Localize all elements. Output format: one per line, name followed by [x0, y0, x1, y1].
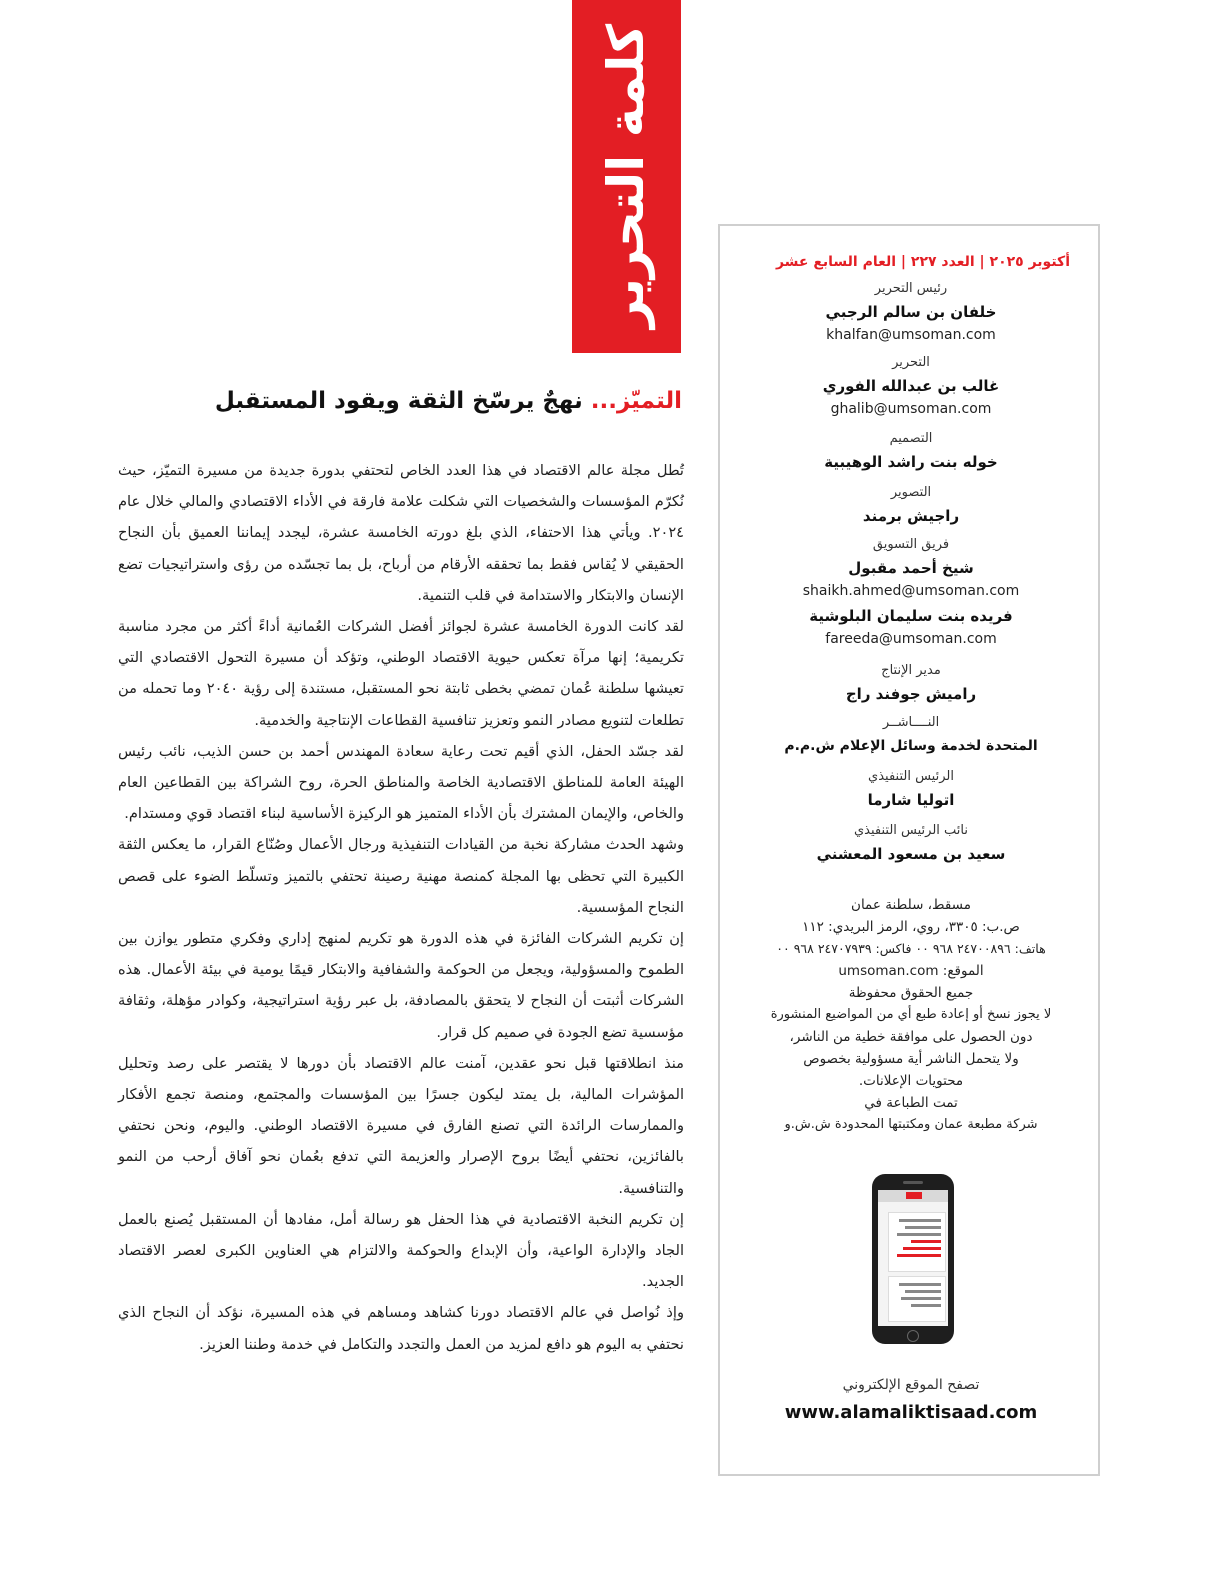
headline-main: نهجٌ يرسّخ الثقة ويقود المستقبل — [214, 388, 591, 414]
phone-message-bubble — [888, 1276, 946, 1322]
staff-role: مدير الإنتاج — [881, 663, 941, 678]
staff-name: راميش جوفند راج — [845, 685, 977, 703]
phone-screen — [878, 1190, 948, 1326]
staff-role: التصميم — [889, 431, 933, 446]
staff-editor-in-chief — [720, 278, 1102, 346]
contact-phones: هاتف: ٢٤٧٠٠٨٩٦ ٩٦٨ ٠٠ فاكس: ٢٤٧٠٧٩٣٩ ٩٦٨ ٠٠ — [776, 941, 1046, 956]
staff-name: غالب بن عبدالله الفوري — [822, 377, 1000, 395]
staff-role: فريق التسويق — [872, 537, 950, 552]
staff-name: خوله بنت راشد الوهيبية — [824, 453, 998, 471]
contact-city: مسقط، سلطنة عمان — [851, 897, 971, 913]
site-url-link[interactable]: www.alamaliktisaad.com — [784, 1402, 1038, 1423]
section-title: كلمة التحرير — [597, 23, 655, 329]
phone-message-bubble — [888, 1212, 946, 1272]
bubble-line — [905, 1290, 941, 1293]
staff-email[interactable]: ghalib@umsoman.com — [830, 401, 992, 417]
article-headline — [120, 388, 682, 414]
section-banner — [572, 0, 681, 353]
article-paragraph: تُطل مجلة عالم الاقتصاد في هذا العدد الخاص لتحتفي بدورة جديدة من مسيرة التميّز، حيث نُكرّم المؤسسات والشخصيات التي شكلت علامة فارقة في الأداء الاقتصادي والمالي خلال عام ٢٠٢٤. ويأتي هذا الاحتفاء، الذي بلغ دورته الخامسة عشرة، ليجدد إيماننا العميق بأن النجاح الحقيقي لا يُقاس فقط بما تحققه الأرقام من أرباح، بل بما تجسّده من رؤى واستراتيجيات تضع الإنسان والابتكار والاستدامة في قلب التنمية. — [118, 462, 684, 604]
staff-ceo — [720, 766, 1102, 812]
bubble-line — [905, 1226, 941, 1229]
staff-role: التصوير — [890, 485, 932, 500]
staff-marketing — [720, 534, 1102, 602]
bubble-line — [911, 1304, 941, 1307]
staff-email[interactable]: shaikh.ahmed@umsoman.com — [802, 583, 1020, 599]
phone-screen-header — [878, 1190, 948, 1202]
article-paragraph: وإذ نُواصل في عالم الاقتصاد دورنا كشاهد ومساهم في هذه المسيرة، نؤكد أن النجاح الذي نحتفي به اليوم هو دافع لمزيد من العمل والتجدد والتكامل في خدمة وطننا العزيز. — [118, 1304, 684, 1353]
staff-production — [720, 660, 1102, 706]
phone-home-button — [907, 1330, 919, 1342]
masthead-box — [718, 224, 1100, 1476]
staff-email[interactable]: khalfan@umsoman.com — [826, 327, 996, 343]
website-label: الموقع: — [942, 963, 984, 979]
printer-name: شركة مطبعة عمان ومكتبتها المحدودة ش.ش.و — [784, 1117, 1038, 1132]
staff-name: اتوليا شارما — [867, 791, 955, 809]
staff-name: المتحدة لخدمة وسائل الإعلام ش.م.م — [784, 738, 1038, 754]
phone-mockup-icon — [872, 1174, 954, 1344]
disclaimer-line: ولا يتحمل الناشر أية مسؤولية بخصوص — [803, 1051, 1019, 1067]
article-paragraph: إن تكريم النخبة الاقتصادية في هذا الحفل هو رسالة أمل، مفادها أن المستقبل يُصنع بالعمل الجاد والإدارة الواعية، وأن الإبداع والحوكمة والالتزام هي العناوين الكبرى لعصر الاقتصاد الجديد. — [118, 1210, 684, 1291]
rights-text: جميع الحقوق محفوظة — [848, 985, 974, 1001]
site-label: تصفح الموقع الإلكتروني — [842, 1377, 980, 1393]
article-paragraph: لقد جسّد الحفل، الذي أقيم تحت رعاية سعادة المهندس أحمد بن حسن الذيب، نائب رئيس الهيئة العامة للمناطق الاقتصادية الخاصة والمناطق الحرة، روح الشراكة بين القطاعين العام والخاص، والإيمان المشترك بأن الأداء المتميز هو الركيزة الأساسية لبناء اقتصاد قوي ومستدام. — [118, 742, 684, 823]
staff-role: رئيس التحرير — [874, 281, 948, 296]
bubble-line — [903, 1247, 941, 1250]
bubble-line — [901, 1297, 941, 1300]
staff-deputy-ceo — [720, 820, 1102, 866]
phone-speaker — [903, 1181, 923, 1184]
staff-email[interactable]: fareeda@umsoman.com — [825, 631, 997, 647]
issue-line: أكتوبر ٢٠٢٥ | العدد ٢٢٧ | العام السابع عشر — [775, 254, 1070, 270]
phone-logo-icon — [906, 1192, 922, 1199]
staff-role: التحرير — [892, 355, 930, 370]
bubble-line — [911, 1240, 941, 1243]
article-paragraph: منذ انطلاقتها قبل نحو عقدين، آمنت عالم الاقتصاد بأن دورها لا يقتصر على رصد وتحليل المؤشرات المالية، بل يمتد ليكون جسرًا بين المؤسسات والمجتمع، ومنصة تجمع الأفكار والممارسات الرائدة التي تصنع الفارق في مسيرة الاقتصاد الوطني. واليوم، ونحن نحتفي بالفائزين، نحتفي أيضًا بروح الإصرار والعزيمة التي تدفع بعُمان نحو آفاق أرحب من النمو والتنافسية. — [118, 1054, 684, 1197]
staff-publisher — [720, 712, 1102, 758]
staff-photography — [720, 482, 1102, 528]
contact-website-row — [720, 960, 1102, 982]
disclaimer-line: دون الحصول على موافقة خطية من الناشر، — [789, 1029, 1033, 1045]
staff-marketing-2 — [720, 604, 1102, 650]
website-link[interactable]: umsoman.com — [838, 963, 939, 979]
staff-role: الرئيس التنفيذي — [868, 769, 954, 784]
staff-role: النــــاشــر — [882, 715, 940, 730]
staff-name: خلفان بن سالم الرجبي — [825, 303, 997, 321]
article-paragraph: إن تكريم الشركات الفائزة في هذه الدورة هو تكريم لمنهج إداري وفكري متطور يوازن بين الطموح والمسؤولية، ويجعل من الحوكمة والشفافية والابتكار قيمًا يومية في بيئة الأعمال. هذه الشركات أثبتت أن النجاح لا يتحقق بالمصادفة، بل عبر رؤية استراتيجية، وكوادر مؤهلة، وثقافة مؤسسية تضع الجودة في صميم كل قرار. — [118, 930, 684, 1041]
disclaimer-line: لا يجوز نسخ أو إعادة طبع أي من المواضيع المنشورة — [770, 1007, 1052, 1022]
staff-name: راجيش برمند — [862, 507, 960, 525]
staff-name: شيخ أحمد مقبول — [848, 559, 974, 577]
contact-block — [720, 894, 1102, 1136]
headline-accent: التميّز... — [590, 388, 682, 414]
bubble-line — [897, 1254, 941, 1257]
contact-pobox: ص.ب: ٣٣٠٥، روي، الرمز البريدي: ١١٢ — [802, 919, 1020, 935]
staff-design — [720, 428, 1102, 474]
disclaimer-line: محتويات الإعلانات. — [858, 1073, 964, 1089]
staff-name: سعيد بن مسعود المعشني — [816, 845, 1006, 863]
article-paragraph: وشهد الحدث مشاركة نخبة من القيادات التنفيذية ورجال الأعمال وصُنّاع القرار، ما يعكس الثقة الكبيرة التي تحظى بها المجلة كمنصة مهنية رصينة تحتفي بالتميز وتسلّط الضوء على قصص النجاح المؤسسية. — [118, 836, 684, 916]
staff-editing — [720, 352, 1102, 420]
staff-name: فريده بنت سليمان البلوشية — [809, 607, 1013, 625]
bubble-line — [899, 1219, 941, 1222]
staff-role: نائب الرئيس التنفيذي — [853, 823, 968, 838]
printed-label: تمت الطباعة في — [864, 1095, 958, 1111]
article-paragraph: لقد كانت الدورة الخامسة عشرة لجوائز أفضل الشركات العُمانية أداءً أكثر من مجرد مناسبة تكريمية؛ إنها مرآة تعكس حيوية الاقتصاد الوطني، وتؤكد أن مسيرة التحول الاقتصادي التي تعيشها سلطنة عُمان تمضي بخطى ثابتة نحو المستقبل، مستندة إلى رؤية ٢٠٤٠ وما تحمله من تطلعات لتنويع مصادر النمو وتعزيز تنافسية القطاعات الإنتاجية والخدمية. — [118, 618, 684, 729]
article-body — [118, 455, 684, 1360]
bubble-line — [897, 1233, 941, 1236]
bubble-line — [899, 1283, 941, 1286]
